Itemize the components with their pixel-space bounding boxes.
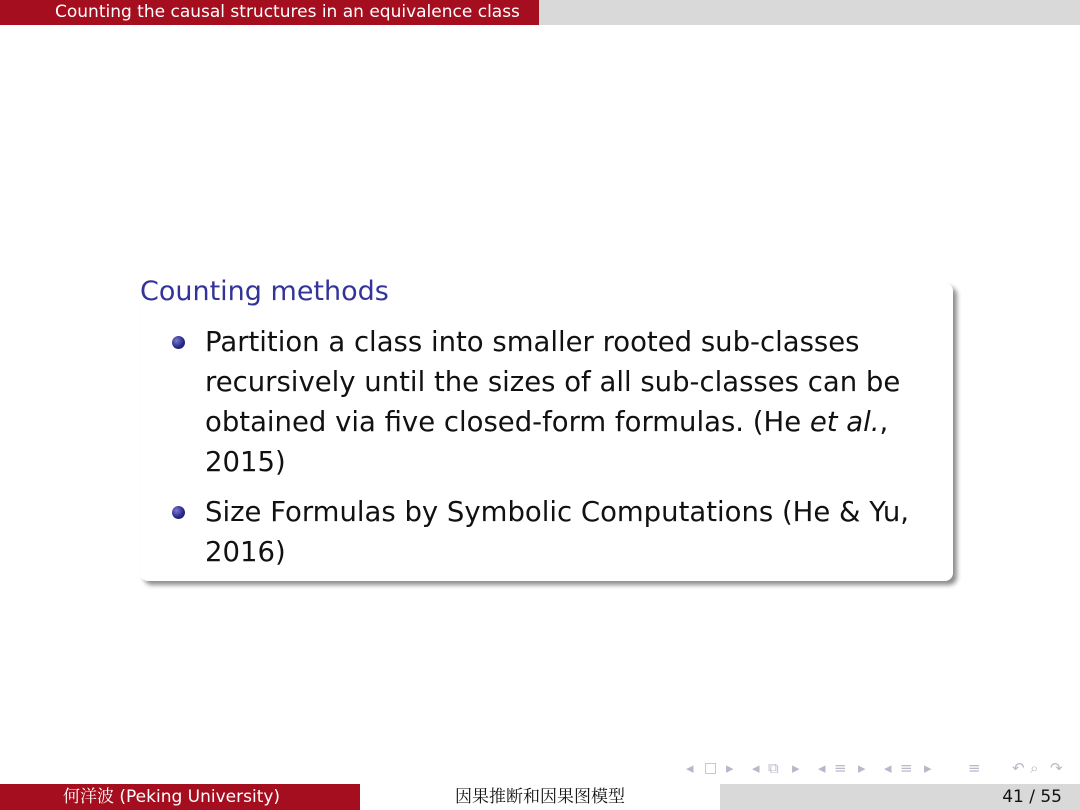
list-item (172, 492, 942, 572)
left-arrow-icon[interactable]: ◂ (884, 759, 892, 777)
left-arrow-icon[interactable]: ◂ (686, 759, 694, 777)
footer (0, 784, 1080, 810)
bullet-icon (172, 336, 185, 349)
right-arrow-icon[interactable]: ▸ (726, 759, 734, 777)
redo-icon[interactable]: ↷ (1050, 759, 1063, 777)
beamer-navigation (686, 757, 1076, 779)
undo-icon[interactable]: ↶ (1012, 759, 1025, 777)
right-arrow-icon[interactable]: ▸ (924, 759, 932, 777)
section-title: Counting the causal structures in an equivalence class (0, 0, 539, 25)
footer-author: 何洋波 (Peking University) (0, 784, 360, 810)
header-bar (0, 0, 1080, 25)
bullet-icon (172, 506, 185, 519)
left-arrow-icon[interactable]: ◂ (752, 759, 760, 777)
search-icon[interactable]: ⌕ (1030, 759, 1039, 777)
slides-icon[interactable]: ⧉ (768, 759, 779, 777)
align-icon[interactable]: ≡ (968, 759, 981, 777)
bullet-text: Size Formulas by Symbolic Computations (He & Yu, 2016) (205, 496, 910, 568)
page-number: 41 / 55 (1002, 787, 1062, 807)
right-arrow-icon[interactable]: ▸ (858, 759, 866, 777)
footer-title: 因果推断和因果图模型 (360, 784, 720, 810)
left-arrow-icon[interactable]: ◂ (818, 759, 826, 777)
list-item (172, 322, 942, 482)
block-title: Counting methods (140, 276, 389, 307)
frame-icon[interactable]: □ (704, 760, 718, 776)
right-arrow-icon[interactable]: ▸ (792, 759, 800, 777)
bullet-emphasis: et al. (809, 406, 880, 438)
bullet-list (172, 322, 942, 572)
section-icon[interactable]: ≡ (834, 759, 847, 777)
bullet-text-end: , 2015) (205, 406, 889, 478)
bullet-text: Partition a class into smaller rooted sub-classes recursively until the sizes of all sub-classes can be obtained via five closed-form formulas. (He (205, 326, 901, 438)
subsection-icon[interactable]: ≡ (900, 759, 913, 777)
footer-page-box (720, 784, 1080, 810)
